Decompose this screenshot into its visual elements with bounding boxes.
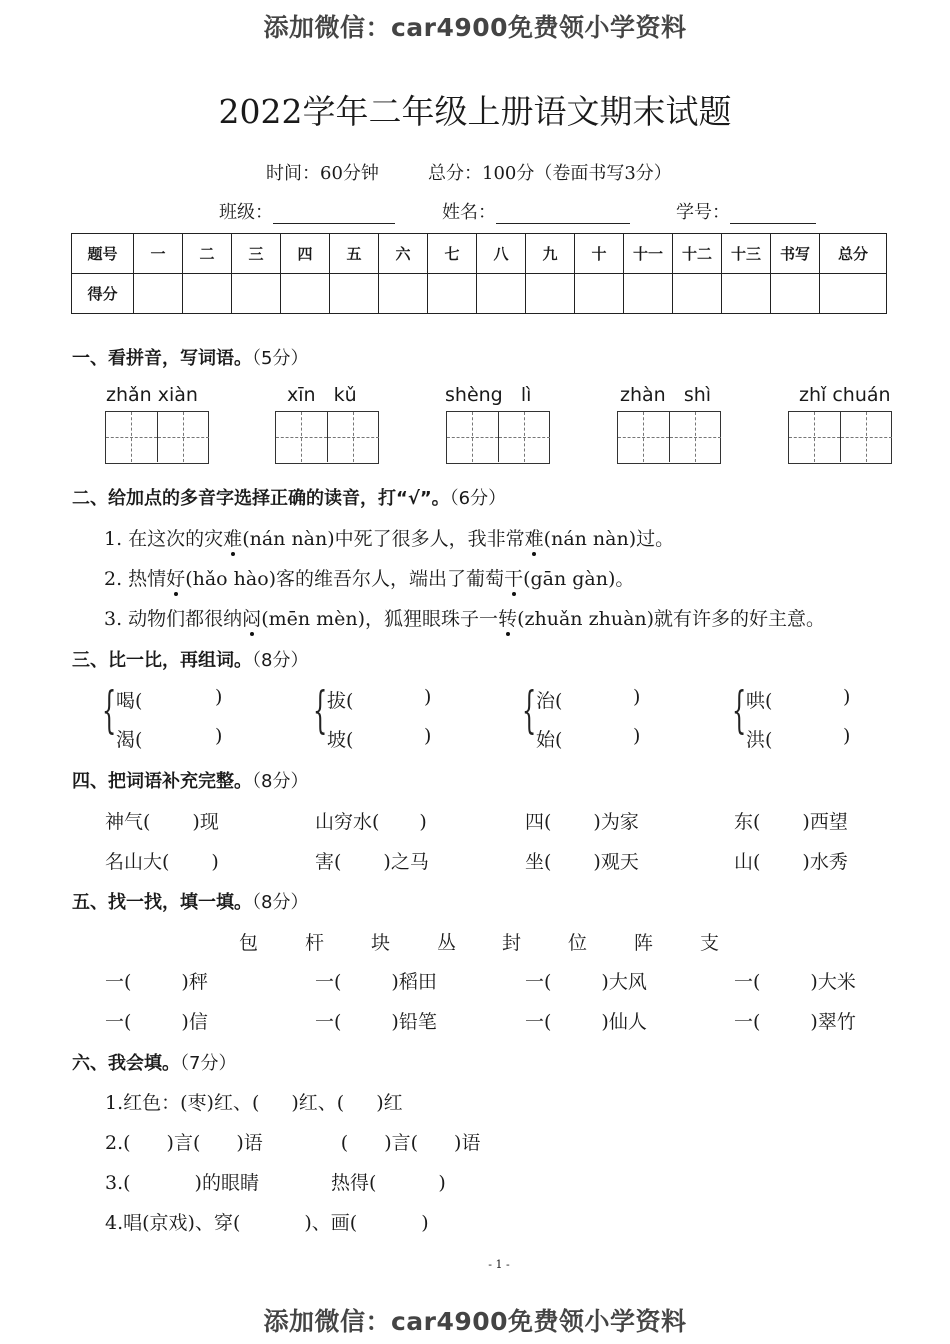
- text: )水秀: [802, 851, 848, 873]
- section-4-heading: [72, 767, 308, 793]
- text: (zhuǎn zhuàn)就有许多的好主意。: [517, 608, 826, 630]
- class-field: [219, 198, 395, 224]
- text: 2.(: [105, 1132, 131, 1154]
- section-4-points: （8分）: [252, 771, 309, 792]
- s2-question-3: [104, 604, 825, 631]
- idiom-7[interactable]: [525, 847, 639, 874]
- score-cell[interactable]: [330, 274, 379, 314]
- text: )语: [236, 1132, 263, 1154]
- section-3-title: 三、比一比，再组词。: [72, 650, 252, 671]
- text: )现: [192, 811, 219, 833]
- text: )之马: [383, 851, 429, 873]
- pinyin-1: zhǎn xiàn: [106, 384, 198, 406]
- text: 一(: [734, 971, 761, 993]
- text: 热得(: [330, 1172, 377, 1194]
- s6-question-4[interactable]: [105, 1208, 429, 1235]
- section-2-points: （6分）: [449, 488, 507, 509]
- section-5-points: （8分）: [252, 892, 309, 913]
- text: ): [211, 851, 219, 873]
- measure-1[interactable]: [105, 967, 208, 994]
- text: 一(: [734, 1011, 761, 1033]
- writing-grid-5[interactable]: [788, 411, 892, 464]
- idiom-6[interactable]: [315, 847, 429, 874]
- text: 3.(: [105, 1172, 131, 1194]
- text: )秤: [181, 971, 208, 993]
- score-header-cell: 十二: [673, 234, 722, 274]
- measure-3[interactable]: [525, 967, 647, 994]
- score-cell[interactable]: [575, 274, 624, 314]
- text: 一(: [315, 1011, 342, 1033]
- idiom-2[interactable]: [315, 807, 427, 834]
- score-cell[interactable]: [281, 274, 330, 314]
- score-header-cell: 书写: [771, 234, 820, 274]
- text: )语: [454, 1132, 481, 1154]
- text: 一(: [105, 1011, 132, 1033]
- score-cell[interactable]: [771, 274, 820, 314]
- brace-icon: {: [522, 681, 537, 739]
- text: )红、(: [291, 1092, 345, 1114]
- score-header-cell: 十一: [624, 234, 673, 274]
- pinyin-5: zhǐ chuán: [799, 384, 891, 406]
- idiom-1[interactable]: [105, 807, 219, 834]
- score-cell[interactable]: [526, 274, 575, 314]
- text: )为家: [593, 811, 639, 833]
- text: )大风: [601, 971, 647, 993]
- section-4-title: 四、把词语补充完整。: [72, 771, 252, 792]
- text: )仙人: [601, 1011, 647, 1033]
- text: 2. 热情: [104, 568, 167, 590]
- text: )铅笔: [391, 1011, 437, 1033]
- id-field: [676, 198, 816, 224]
- score-cell[interactable]: [134, 274, 183, 314]
- section-6-title: 六、我会填。: [72, 1053, 180, 1074]
- word-bank-item: 杆: [305, 932, 325, 954]
- score-header-cell: 二: [183, 234, 232, 274]
- s6-question-3[interactable]: [105, 1168, 446, 1195]
- dotted-char: 难: [223, 528, 243, 550]
- class-label: 班级：: [219, 202, 273, 223]
- score-cell[interactable]: [722, 274, 771, 314]
- text: (nán nàn)中死了很多人，我非常: [242, 528, 525, 550]
- idiom-5[interactable]: [105, 847, 219, 874]
- s3-word-3b: 始(: [536, 729, 563, 751]
- section-6-heading: [72, 1049, 236, 1075]
- pinyin-4: zhàn shì: [620, 384, 712, 406]
- id-input-line[interactable]: [730, 205, 816, 224]
- writing-grid-2[interactable]: [275, 411, 379, 464]
- brace-icon: {: [732, 681, 747, 739]
- text: )大米: [810, 971, 856, 993]
- word-bank-item: 封: [502, 932, 522, 954]
- score-cell[interactable]: [673, 274, 722, 314]
- score-header-cell: 十: [575, 234, 624, 274]
- s3-close[interactable]: ): [215, 725, 223, 747]
- score-cell[interactable]: [379, 274, 428, 314]
- exam-time: 时间：60分钟: [266, 163, 379, 184]
- writing-grid-3[interactable]: [446, 411, 550, 464]
- score-table: [71, 233, 887, 314]
- s3-close[interactable]: ): [843, 686, 851, 708]
- text: (nán nàn)过。: [543, 528, 675, 550]
- measure-5[interactable]: [105, 1007, 208, 1034]
- text: 1.红色：(枣)红、(: [105, 1092, 260, 1114]
- score-header-cell: 十三: [722, 234, 771, 274]
- measure-6[interactable]: [315, 1007, 437, 1034]
- text: )信: [181, 1011, 208, 1033]
- score-header-row: [72, 234, 887, 274]
- text: 3. 动物们都很纳: [104, 608, 243, 630]
- word-bank-item: 块: [371, 932, 391, 954]
- brace-icon: {: [313, 681, 328, 739]
- s2-question-2: [104, 564, 634, 591]
- score-header-cell: 题号: [72, 234, 134, 274]
- word-bank-item: 支: [700, 932, 720, 954]
- score-cell[interactable]: [232, 274, 281, 314]
- pinyin-3: shèng lì: [445, 384, 532, 406]
- s3-word-2b: 坡(: [327, 729, 354, 751]
- idiom-4[interactable]: [734, 807, 848, 834]
- score-cell[interactable]: [477, 274, 526, 314]
- s3-close[interactable]: ): [424, 686, 432, 708]
- dotted-char: 难: [524, 528, 544, 550]
- text: 一(: [315, 971, 342, 993]
- section-6-points: （7分）: [180, 1053, 237, 1074]
- s3-close[interactable]: ): [633, 686, 641, 708]
- text: (: [340, 1132, 349, 1154]
- brace-icon: {: [102, 681, 117, 739]
- word-bank-item: 包: [239, 932, 259, 954]
- measure-7[interactable]: [525, 1007, 647, 1034]
- s2-question-1: [104, 524, 674, 551]
- text: 山穷水(: [315, 811, 380, 833]
- section-2-title: 二、给加点的多音字选择正确的读音，打“√”。: [72, 488, 450, 509]
- text: ): [421, 1212, 429, 1234]
- score-header-cell: 四: [281, 234, 330, 274]
- text: 4.唱(京戏)、穿(: [105, 1212, 241, 1234]
- text: 名山大(: [105, 851, 170, 873]
- text: )翠竹: [810, 1011, 856, 1033]
- text: )、画(: [304, 1212, 358, 1234]
- exam-total: 总分：100分（卷面书写3分）: [428, 163, 672, 184]
- idiom-8[interactable]: [734, 847, 848, 874]
- text: )红: [376, 1092, 403, 1114]
- measure-2[interactable]: [315, 967, 437, 994]
- text: )稻田: [391, 971, 437, 993]
- text: ): [438, 1172, 446, 1194]
- text: 坐(: [525, 851, 552, 873]
- s3-close[interactable]: ): [424, 725, 432, 747]
- text: (gān gàn)。: [523, 568, 635, 590]
- score-value-row: [72, 274, 887, 314]
- section-1-heading: [72, 344, 308, 370]
- section-3-points: （8分）: [252, 650, 309, 671]
- word-bank-item: 丛: [437, 932, 457, 954]
- score-cell[interactable]: [183, 274, 232, 314]
- text: 一(: [525, 1011, 552, 1033]
- measure-4[interactable]: [734, 967, 856, 994]
- section-1-points: （5分）: [252, 348, 309, 369]
- class-input-line[interactable]: [273, 205, 395, 224]
- text: )言(: [166, 1132, 201, 1154]
- name-input-line[interactable]: [496, 205, 630, 224]
- id-label: 学号：: [676, 202, 730, 223]
- score-row-label: 得分: [72, 274, 134, 314]
- watermark-top: 添加微信：car4900免费领小学资料: [263, 13, 687, 42]
- s3-close[interactable]: ): [633, 725, 641, 747]
- dotted-char: 转: [498, 608, 518, 630]
- score-header-cell: 八: [477, 234, 526, 274]
- name-label: 姓名：: [442, 202, 496, 223]
- s6-question-1[interactable]: [105, 1088, 403, 1115]
- s3-word-2a: 拔(: [327, 690, 354, 712]
- name-field: [442, 198, 630, 224]
- text: 一(: [525, 971, 552, 993]
- s3-close[interactable]: ): [215, 686, 223, 708]
- word-bank-item: 位: [568, 932, 588, 954]
- text: 1. 在这次的灾: [104, 528, 224, 550]
- score-cell[interactable]: [820, 274, 887, 314]
- page-title: 2022学年二年级上册语文期末试题: [218, 92, 732, 131]
- section-2-heading: [72, 484, 506, 510]
- text: )西望: [802, 811, 848, 833]
- text: 东(: [734, 811, 761, 833]
- s6-question-2[interactable]: [105, 1128, 480, 1155]
- text: 一(: [105, 971, 132, 993]
- text: (mēn mèn)，狐狸眼珠子一: [261, 608, 499, 630]
- page-number: - 1 -: [488, 1258, 510, 1271]
- measure-8[interactable]: [734, 1007, 856, 1034]
- s3-word-1b: 渴(: [116, 729, 143, 751]
- watermark-bottom: 添加微信：car4900免费领小学资料: [263, 1307, 687, 1336]
- score-cell[interactable]: [428, 274, 477, 314]
- score-header-cell: 七: [428, 234, 477, 274]
- text: 四(: [525, 811, 552, 833]
- text: 害(: [315, 851, 342, 873]
- text: )观天: [593, 851, 639, 873]
- word-bank-item: 阵: [634, 932, 654, 954]
- dotted-char: 好: [166, 568, 186, 590]
- score-header-cell: 一: [134, 234, 183, 274]
- s3-close[interactable]: ): [843, 725, 851, 747]
- score-header-cell: 五: [330, 234, 379, 274]
- s3-word-1a: 喝(: [116, 690, 143, 712]
- writing-grid-4[interactable]: [617, 411, 721, 464]
- section-1-title: 一、看拼音，写词语。: [72, 348, 252, 369]
- idiom-3[interactable]: [525, 807, 639, 834]
- text: 山(: [734, 851, 761, 873]
- text: 神气(: [105, 811, 151, 833]
- text: ): [419, 811, 427, 833]
- score-header-cell: 三: [232, 234, 281, 274]
- pinyin-2: xīn kǔ: [287, 384, 357, 406]
- text: )言(: [384, 1132, 419, 1154]
- dotted-char: 干: [504, 568, 524, 590]
- text: (hǎo hào)客的维吾尔人，端出了葡萄: [185, 568, 505, 590]
- s3-word-4a: 哄(: [746, 690, 773, 712]
- writing-grid-1[interactable]: [105, 411, 209, 464]
- s3-word-4b: 洪(: [746, 729, 773, 751]
- s3-word-3a: 治(: [536, 690, 563, 712]
- score-header-cell: 六: [379, 234, 428, 274]
- score-cell[interactable]: [624, 274, 673, 314]
- section-5-title: 五、找一找，填一填。: [72, 892, 252, 913]
- section-3-heading: [72, 646, 308, 672]
- score-header-cell: 九: [526, 234, 575, 274]
- text: )的眼睛: [194, 1172, 259, 1194]
- score-header-cell: 总分: [820, 234, 887, 274]
- section-5-heading: [72, 888, 308, 914]
- dotted-char: 闷: [242, 608, 262, 630]
